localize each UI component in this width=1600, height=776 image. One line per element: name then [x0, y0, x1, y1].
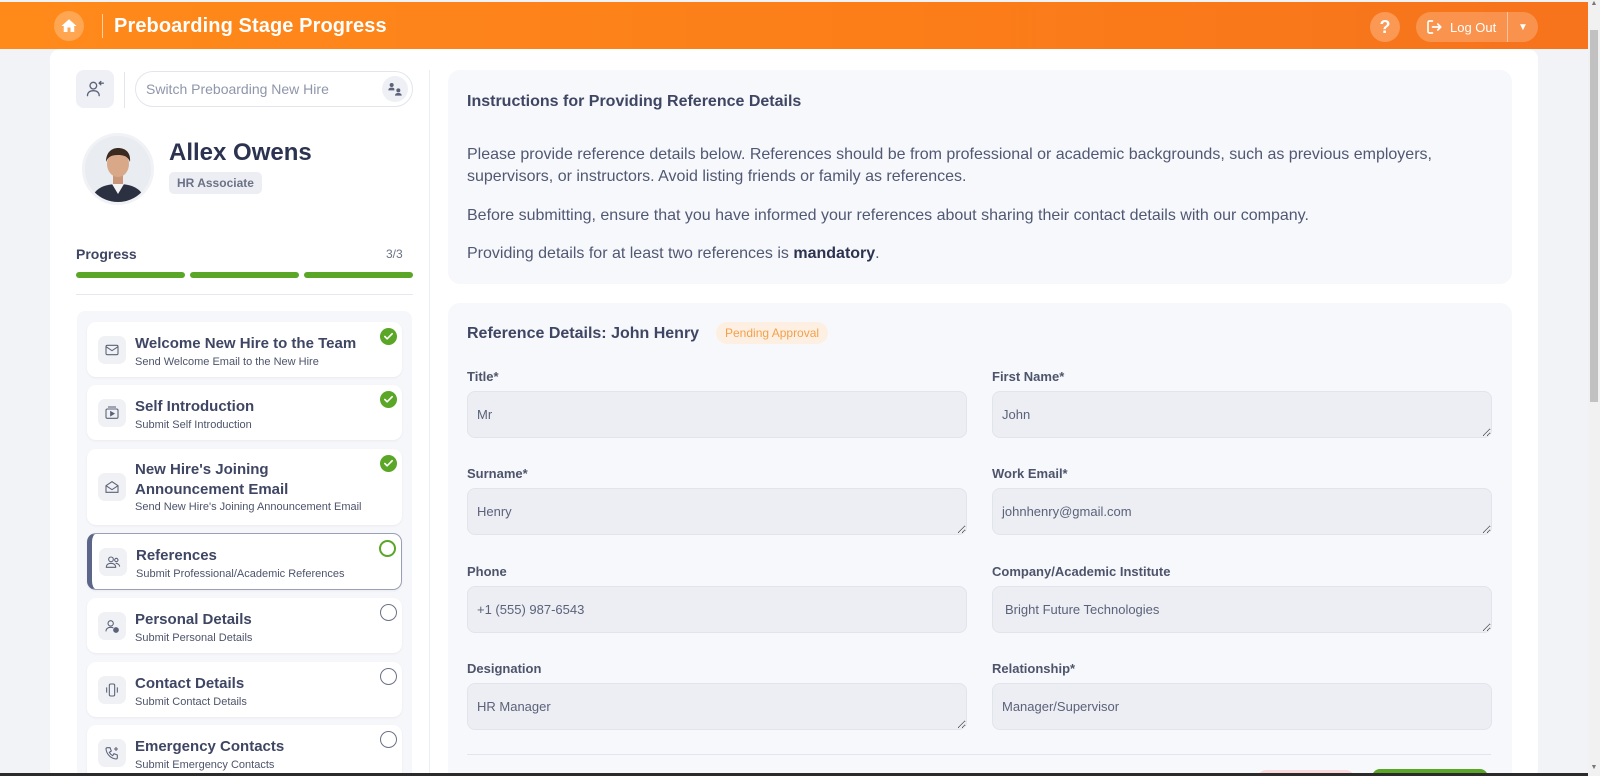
mandatory-text: mandatory	[793, 245, 876, 262]
company-label: Company/Academic Institute	[992, 564, 1171, 579]
user-info-icon	[98, 612, 126, 640]
check-circle-icon	[380, 328, 397, 345]
phone-plus-icon	[98, 739, 126, 767]
empty-circle-icon	[380, 604, 397, 621]
step-welcome-new-hire[interactable]	[87, 322, 402, 377]
phone-vibrate-icon	[98, 676, 126, 704]
surname-label: Surname*	[467, 466, 528, 481]
users-icon	[99, 548, 127, 576]
step-subtitle: Submit Personal Details	[135, 632, 253, 644]
help-button[interactable]: ?	[1370, 12, 1400, 42]
surname-field[interactable]	[467, 488, 967, 535]
check-circle-icon	[380, 391, 397, 408]
step-subtitle: Send Welcome Email to the New Hire	[135, 356, 319, 368]
logout-label: Log Out	[1450, 19, 1497, 35]
logout-button[interactable]	[1416, 12, 1507, 42]
step-subtitle: Submit Emergency Contacts	[135, 759, 275, 771]
title-select[interactable]	[467, 391, 967, 438]
progress-circle-icon	[379, 540, 396, 557]
home-button[interactable]	[54, 11, 84, 41]
phone-label: Phone	[467, 564, 507, 579]
step-title: References	[136, 547, 217, 564]
designation-label: Designation	[467, 661, 542, 676]
work-email-label: Work Email*	[992, 466, 1068, 481]
relationship-select[interactable]	[992, 683, 1492, 730]
step-title: Self Introduction	[135, 398, 255, 415]
phone-field[interactable]	[467, 586, 967, 633]
work-email-field[interactable]	[992, 488, 1492, 535]
user-switch-icon	[85, 79, 105, 99]
step-title: Personal Details	[135, 611, 252, 628]
title-label: Title*	[467, 369, 499, 384]
mandatory-suffix: .	[875, 245, 880, 262]
scroll-down-icon[interactable]: ▼	[1590, 764, 1598, 771]
mail-icon	[98, 336, 126, 364]
home-icon	[60, 17, 78, 35]
scroll-up-icon[interactable]: ▲	[1590, 0, 1598, 7]
progress-segment-2	[190, 272, 299, 278]
video-icon	[98, 399, 126, 427]
step-emergency-contacts[interactable]	[87, 725, 402, 776]
step-title: New Hire's Joining Announcement Email	[135, 461, 289, 498]
step-title: Emergency Contacts	[135, 738, 285, 755]
form-divider	[467, 754, 1491, 755]
logout-group	[1416, 12, 1538, 42]
switch-new-hire-search	[135, 71, 413, 107]
instructions-paragraph-2: Before submitting, ensure that you have informed your references about sharing their contact details with our company.	[467, 207, 1309, 224]
instructions-paragraph-3	[467, 243, 1487, 265]
first-name-label: First Name*	[992, 369, 1065, 384]
people-switch-icon	[387, 81, 403, 97]
account-dropdown-button[interactable]	[1508, 12, 1538, 42]
switch-new-hire-button[interactable]	[76, 70, 114, 108]
step-personal-details[interactable]	[87, 598, 402, 653]
progress-segment-3	[304, 272, 413, 278]
avatar-photo	[85, 136, 151, 202]
step-subtitle: Send New Hire's Joining Announcement Email	[135, 501, 362, 513]
page-title: Preboarding Stage Progress	[114, 15, 387, 37]
progress-segment-1	[76, 272, 185, 278]
user-role-badge: HR Associate	[169, 172, 262, 194]
company-field[interactable]	[992, 586, 1492, 633]
progress-count: 3/3	[386, 247, 403, 261]
mail-open-icon	[98, 473, 126, 501]
step-title: Welcome New Hire to the Team	[135, 335, 357, 352]
mandatory-prefix: Providing details for at least two references is	[467, 245, 794, 262]
people-switch-button[interactable]	[382, 76, 408, 102]
step-joining-announcement[interactable]	[87, 449, 402, 525]
empty-circle-icon	[380, 731, 397, 748]
step-subtitle: Submit Professional/Academic References	[136, 568, 345, 580]
reference-title: Reference Details: John Henry	[467, 325, 700, 342]
caret-down-icon: ▼	[1518, 21, 1528, 33]
step-subtitle: Submit Self Introduction	[135, 419, 252, 431]
avatar	[82, 133, 154, 205]
progress-label: Progress	[76, 246, 137, 262]
step-contact-details[interactable]	[87, 662, 402, 717]
instructions-paragraph-1: Please provide reference details below. References should be from professional or academic backgrounds, such as previous employers, supervisors, or instructors. Avoid listing friends or family as references.	[467, 146, 1432, 185]
designation-field[interactable]	[467, 683, 967, 730]
status-badge: Pending Approval	[716, 322, 828, 344]
step-subtitle: Submit Contact Details	[135, 696, 247, 708]
sidebar-top-divider	[124, 72, 125, 108]
user-name: Allex Owens	[169, 139, 312, 166]
empty-circle-icon	[380, 668, 397, 685]
step-title: Contact Details	[135, 675, 245, 692]
instructions-title: Instructions for Providing Reference Details	[467, 93, 802, 110]
sidebar-divider	[76, 294, 413, 295]
step-references[interactable]	[87, 533, 402, 590]
top-bar	[0, 2, 1588, 49]
header-divider	[102, 14, 103, 38]
step-self-introduction[interactable]	[87, 385, 402, 440]
scrollbar-thumb[interactable]	[1590, 30, 1598, 402]
first-name-field[interactable]	[992, 391, 1492, 438]
check-circle-icon	[380, 455, 397, 472]
logout-icon	[1424, 18, 1444, 36]
relationship-label: Relationship*	[992, 661, 1076, 676]
sidebar-border	[429, 70, 430, 776]
switch-new-hire-input[interactable]	[136, 72, 366, 106]
